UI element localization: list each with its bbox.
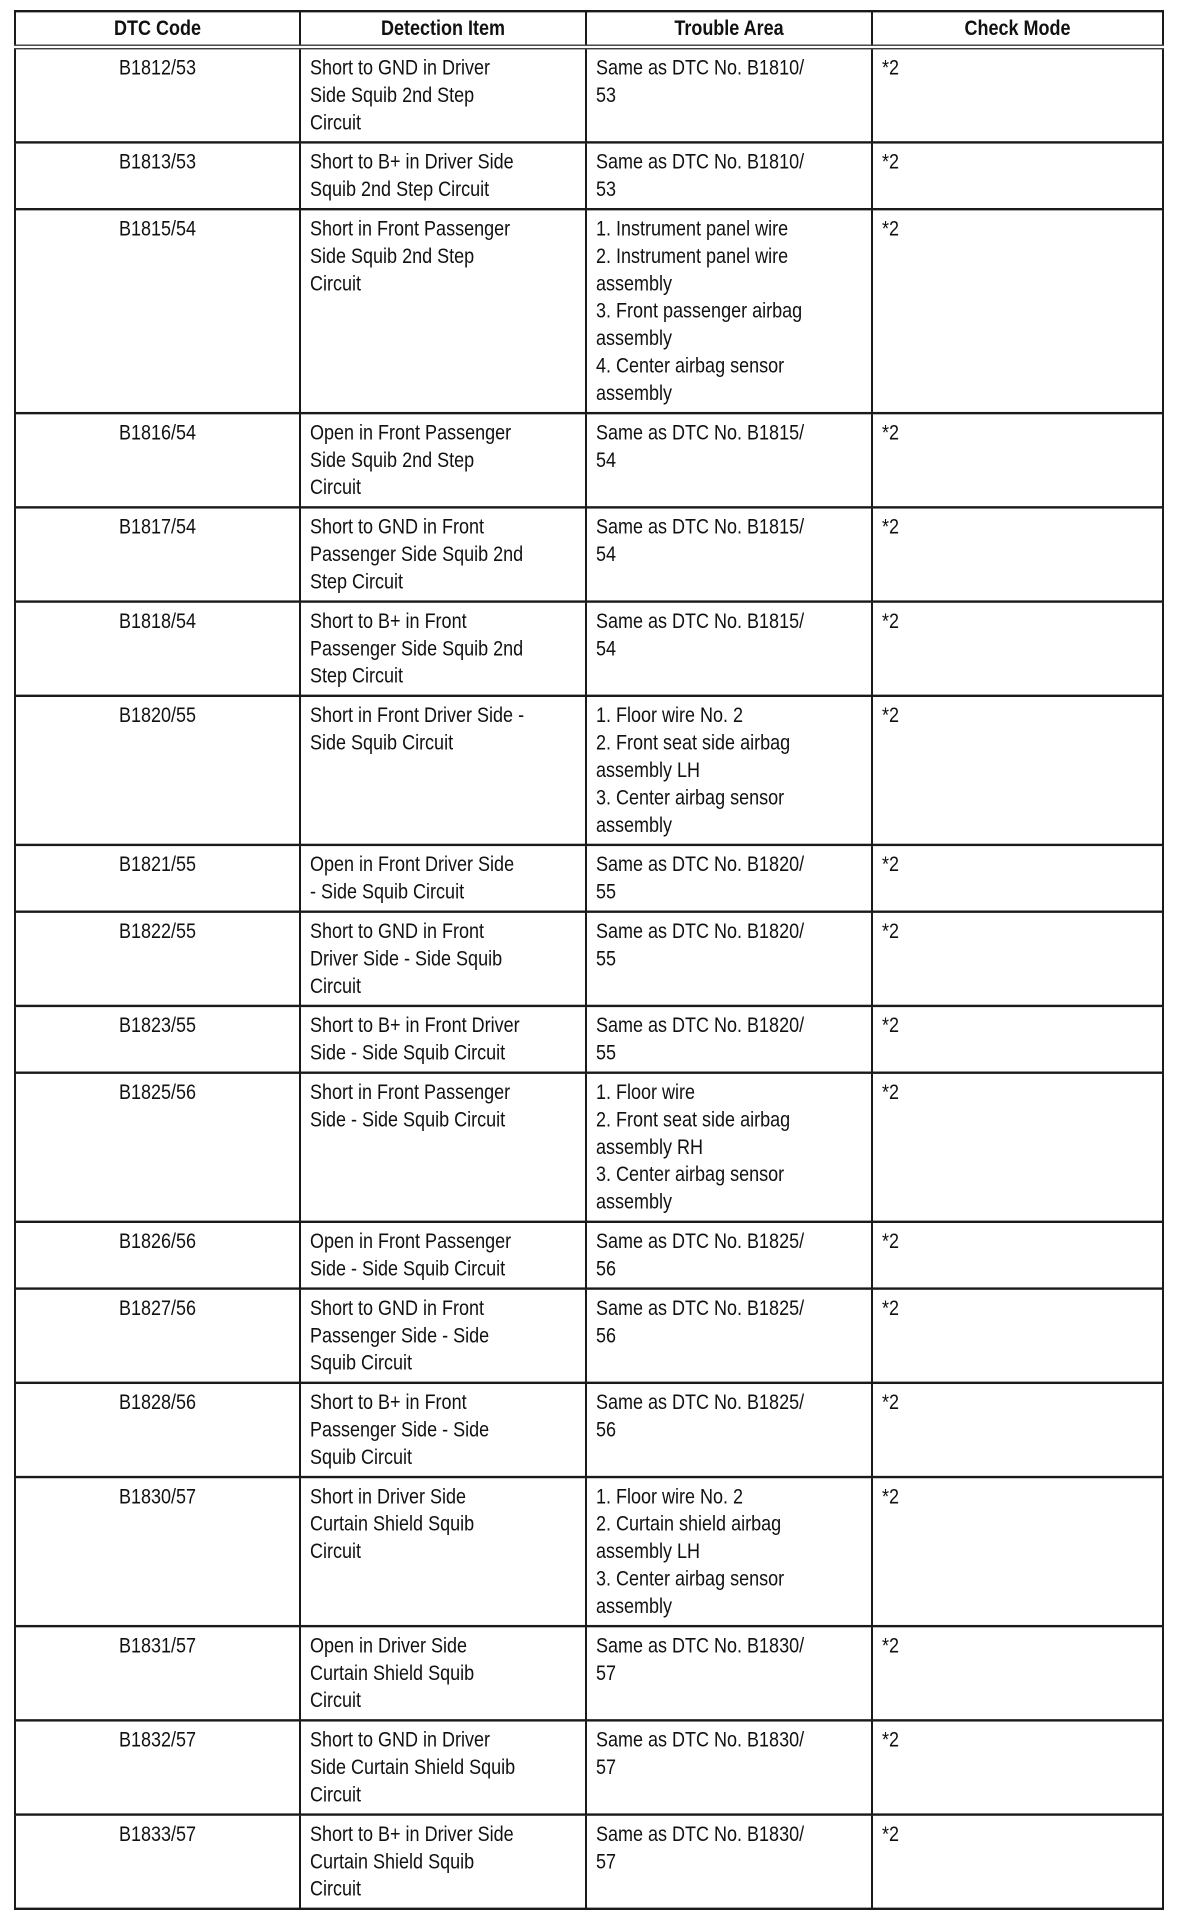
check-mode-cell: *2 <box>872 1720 1163 1814</box>
detection-item-cell: Short to GND in Driver Side Curtain Shield Squib Circuit <box>300 1720 586 1814</box>
table-row <box>15 1477 1163 1626</box>
dtc-code-cell: B1825/56 <box>15 1073 300 1222</box>
detection-item-cell: Short to B+ in Front Passenger Side - Side Squib Circuit <box>300 1383 586 1477</box>
table-row <box>15 413 1163 507</box>
trouble-area-cell: Same as DTC No. B1820/ 55 <box>586 1006 872 1073</box>
detection-item-cell: Short in Front Passenger Side - Side Squib Circuit <box>300 1073 586 1222</box>
detection-item-cell: Open in Driver Side Curtain Shield Squib Circuit <box>300 1626 586 1720</box>
trouble-area-cell: 1. Instrument panel wire 2. Instrument panel wire assembly 3. Front passenger airbag assembly 4. Center airbag sensor assembly <box>586 209 872 413</box>
check-mode-cell: *2 <box>872 1222 1163 1289</box>
detection-item-cell: Short in Front Driver Side - Side Squib Circuit <box>300 696 586 845</box>
detection-item-cell: Short to B+ in Front Passenger Side Squib 2nd Step Circuit <box>300 602 586 696</box>
dtc-code-cell: B1826/56 <box>15 1222 300 1289</box>
table-row <box>15 507 1163 601</box>
dtc-code-cell: B1816/54 <box>15 413 300 507</box>
check-mode-cell: *2 <box>872 507 1163 601</box>
dtc-code-cell: B1828/56 <box>15 1383 300 1477</box>
detection-item-cell: Short to GND in Front Passenger Side Squib 2nd Step Circuit <box>300 507 586 601</box>
table-row <box>15 1720 1163 1814</box>
dtc-table <box>14 10 1164 1910</box>
check-mode-cell: *2 <box>872 1477 1163 1626</box>
check-mode-cell: *2 <box>872 142 1163 209</box>
dtc-code-cell: B1830/57 <box>15 1477 300 1626</box>
dtc-code-cell: B1812/53 <box>15 47 300 142</box>
trouble-area-cell: Same as DTC No. B1810/ 53 <box>586 47 872 142</box>
table-row <box>15 1006 1163 1073</box>
table-row <box>15 209 1163 413</box>
check-mode-cell: *2 <box>872 1383 1163 1477</box>
trouble-area-cell: Same as DTC No. B1820/ 55 <box>586 912 872 1006</box>
check-mode-cell: *2 <box>872 1815 1163 1909</box>
header-trouble-area: Trouble Area <box>586 11 872 47</box>
table-row <box>15 912 1163 1006</box>
table-row <box>15 1626 1163 1720</box>
trouble-area-cell: Same as DTC No. B1815/ 54 <box>586 507 872 601</box>
trouble-area-cell: Same as DTC No. B1815/ 54 <box>586 413 872 507</box>
check-mode-cell: *2 <box>872 602 1163 696</box>
detection-item-cell: Open in Front Passenger Side Squib 2nd Step Circuit <box>300 413 586 507</box>
dtc-code-cell: B1813/53 <box>15 142 300 209</box>
check-mode-cell: *2 <box>872 1289 1163 1383</box>
check-mode-cell: *2 <box>872 209 1163 413</box>
trouble-area-cell: Same as DTC No. B1810/ 53 <box>586 142 872 209</box>
table-row <box>15 47 1163 142</box>
trouble-area-cell: 1. Floor wire No. 2 2. Front seat side airbag assembly LH 3. Center airbag sensor assembly <box>586 696 872 845</box>
detection-item-cell: Open in Front Driver Side - Side Squib Circuit <box>300 845 586 912</box>
detection-item-cell: Open in Front Passenger Side - Side Squib Circuit <box>300 1222 586 1289</box>
dtc-code-cell: B1820/55 <box>15 696 300 845</box>
table-row <box>15 1815 1163 1909</box>
check-mode-cell: *2 <box>872 1006 1163 1073</box>
dtc-code-cell: B1818/54 <box>15 602 300 696</box>
trouble-area-cell: Same as DTC No. B1830/ 57 <box>586 1626 872 1720</box>
trouble-area-cell: Same as DTC No. B1825/ 56 <box>586 1383 872 1477</box>
table-row <box>15 1383 1163 1477</box>
table-row <box>15 602 1163 696</box>
header-dtc-code: DTC Code <box>15 11 300 47</box>
dtc-code-cell: B1815/54 <box>15 209 300 413</box>
trouble-area-cell: Same as DTC No. B1820/ 55 <box>586 845 872 912</box>
table-row <box>15 1222 1163 1289</box>
table-row <box>15 1289 1163 1383</box>
header-row <box>15 11 1163 47</box>
dtc-code-cell: B1832/57 <box>15 1720 300 1814</box>
trouble-area-cell: 1. Floor wire 2. Front seat side airbag assembly RH 3. Center airbag sensor assembly <box>586 1073 872 1222</box>
table-row <box>15 1073 1163 1222</box>
check-mode-cell: *2 <box>872 912 1163 1006</box>
trouble-area-cell: Same as DTC No. B1815/ 54 <box>586 602 872 696</box>
detection-item-cell: Short in Front Passenger Side Squib 2nd Step Circuit <box>300 209 586 413</box>
dtc-code-cell: B1827/56 <box>15 1289 300 1383</box>
trouble-area-cell: Same as DTC No. B1830/ 57 <box>586 1720 872 1814</box>
trouble-area-cell: 1. Floor wire No. 2 2. Curtain shield airbag assembly LH 3. Center airbag sensor assembly <box>586 1477 872 1626</box>
dtc-code-cell: B1823/55 <box>15 1006 300 1073</box>
dtc-code-cell: B1831/57 <box>15 1626 300 1720</box>
detection-item-cell: Short to B+ in Front Driver Side - Side Squib Circuit <box>300 1006 586 1073</box>
table-row <box>15 142 1163 209</box>
detection-item-cell: Short to GND in Front Passenger Side - Side Squib Circuit <box>300 1289 586 1383</box>
trouble-area-cell: Same as DTC No. B1830/ 57 <box>586 1815 872 1909</box>
trouble-area-cell: Same as DTC No. B1825/ 56 <box>586 1289 872 1383</box>
detection-item-cell: Short to GND in Front Driver Side - Side Squib Circuit <box>300 912 586 1006</box>
table-row <box>15 845 1163 912</box>
check-mode-cell: *2 <box>872 1626 1163 1720</box>
table-body <box>15 47 1163 1909</box>
header-check-mode: Check Mode <box>872 11 1163 47</box>
header-detection-item: Detection Item <box>300 11 586 47</box>
check-mode-cell: *2 <box>872 1073 1163 1222</box>
dtc-code-cell: B1833/57 <box>15 1815 300 1909</box>
dtc-code-cell: B1821/55 <box>15 845 300 912</box>
trouble-area-cell: Same as DTC No. B1825/ 56 <box>586 1222 872 1289</box>
detection-item-cell: Short to B+ in Driver Side Squib 2nd Step Circuit <box>300 142 586 209</box>
detection-item-cell: Short in Driver Side Curtain Shield Squib Circuit <box>300 1477 586 1626</box>
check-mode-cell: *2 <box>872 696 1163 845</box>
table-row <box>15 696 1163 845</box>
document-page <box>14 10 1162 1910</box>
check-mode-cell: *2 <box>872 845 1163 912</box>
detection-item-cell: Short to B+ in Driver Side Curtain Shield Squib Circuit <box>300 1815 586 1909</box>
detection-item-cell: Short to GND in Driver Side Squib 2nd Step Circuit <box>300 47 586 142</box>
check-mode-cell: *2 <box>872 47 1163 142</box>
dtc-code-cell: B1817/54 <box>15 507 300 601</box>
check-mode-cell: *2 <box>872 413 1163 507</box>
dtc-code-cell: B1822/55 <box>15 912 300 1006</box>
